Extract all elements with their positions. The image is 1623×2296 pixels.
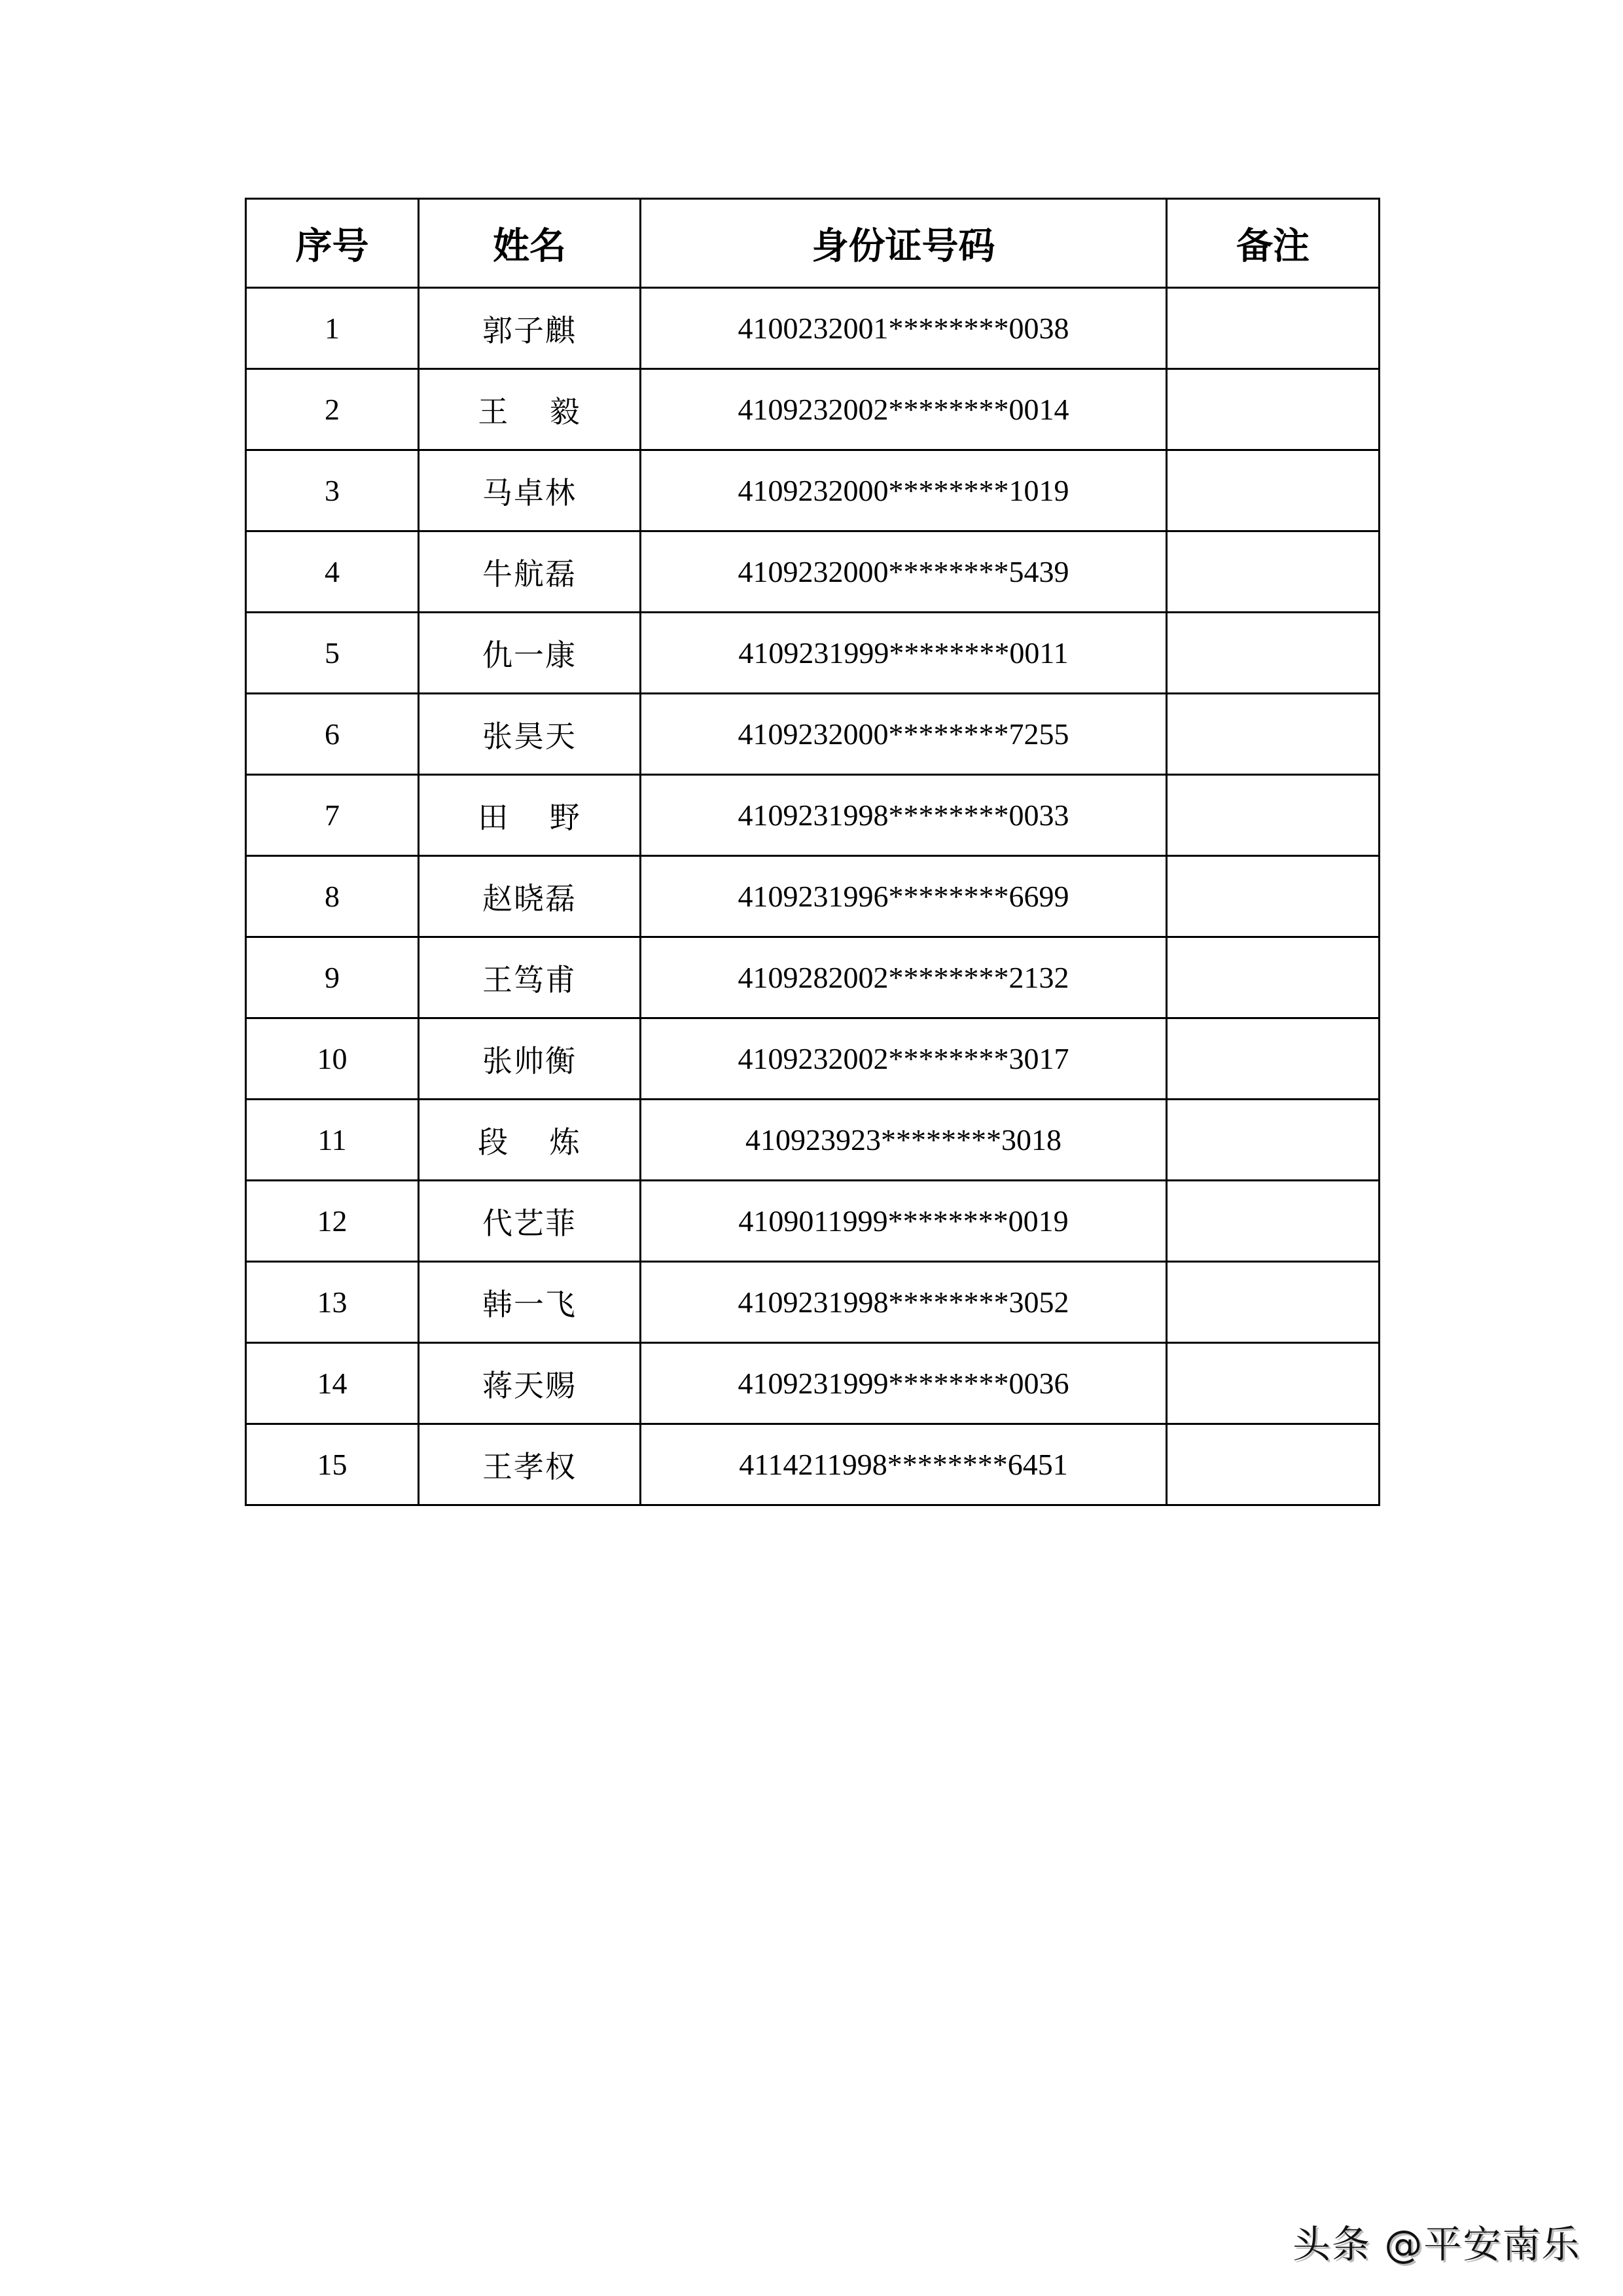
cell-remarks <box>1167 531 1380 613</box>
cell-remarks <box>1167 1424 1380 1505</box>
table-row <box>246 450 1380 531</box>
table-header-row <box>246 199 1380 288</box>
cell-serial-number: 11 <box>246 1100 419 1181</box>
cell-name: 仇一康 <box>419 613 641 694</box>
table-row <box>246 694 1380 775</box>
cell-id-number: 4109231996********6699 <box>641 856 1167 937</box>
header-serial-number: 序号 <box>246 199 419 288</box>
table-row <box>246 856 1380 937</box>
cell-serial-number: 5 <box>246 613 419 694</box>
cell-serial-number: 3 <box>246 450 419 531</box>
cell-name: 赵晓磊 <box>419 856 641 937</box>
table-row <box>246 937 1380 1018</box>
table-row <box>246 1424 1380 1505</box>
cell-name: 张昊天 <box>419 694 641 775</box>
cell-name: 蒋天赐 <box>419 1343 641 1424</box>
cell-remarks <box>1167 1343 1380 1424</box>
cell-remarks <box>1167 1262 1380 1343</box>
cell-remarks <box>1167 369 1380 450</box>
cell-serial-number: 12 <box>246 1181 419 1262</box>
cell-remarks <box>1167 288 1380 369</box>
cell-id-number: 4109231998********0033 <box>641 775 1167 856</box>
table-row <box>246 1262 1380 1343</box>
cell-id-number: 4114211998********6451 <box>641 1424 1167 1505</box>
cell-name: 牛航磊 <box>419 531 641 613</box>
cell-serial-number: 14 <box>246 1343 419 1424</box>
cell-id-number: 4109232000********7255 <box>641 694 1167 775</box>
cell-id-number: 4100232001********0038 <box>641 288 1167 369</box>
cell-serial-number: 1 <box>246 288 419 369</box>
cell-name: 张帅衡 <box>419 1018 641 1100</box>
cell-remarks <box>1167 613 1380 694</box>
cell-name: 代艺菲 <box>419 1181 641 1262</box>
cell-serial-number: 10 <box>246 1018 419 1100</box>
header-remarks: 备注 <box>1167 199 1380 288</box>
cell-serial-number: 9 <box>246 937 419 1018</box>
cell-remarks <box>1167 937 1380 1018</box>
watermark: 头条 @平安南乐 <box>1293 2222 1581 2267</box>
cell-id-number: 4109231999********0011 <box>641 613 1167 694</box>
header-id-number: 身份证号码 <box>641 199 1167 288</box>
cell-name: 郭子麒 <box>419 288 641 369</box>
cell-name: 韩一飞 <box>419 1262 641 1343</box>
cell-id-number: 4109231998********3052 <box>641 1262 1167 1343</box>
table-row <box>246 1343 1380 1424</box>
cell-id-number: 4109282002********2132 <box>641 937 1167 1018</box>
cell-remarks <box>1167 856 1380 937</box>
table-row <box>246 613 1380 694</box>
cell-name: 田 野 <box>419 775 641 856</box>
table-row <box>246 1181 1380 1262</box>
table-row <box>246 288 1380 369</box>
cell-id-number: 4109232000********1019 <box>641 450 1167 531</box>
cell-remarks <box>1167 694 1380 775</box>
roster-table <box>245 198 1380 1506</box>
table-row <box>246 1018 1380 1100</box>
header-name: 姓名 <box>419 199 641 288</box>
cell-id-number: 4109232000********5439 <box>641 531 1167 613</box>
cell-serial-number: 13 <box>246 1262 419 1343</box>
table-row <box>246 775 1380 856</box>
cell-id-number: 4109232002********3017 <box>641 1018 1167 1100</box>
cell-remarks <box>1167 450 1380 531</box>
cell-id-number: 4109231999********0036 <box>641 1343 1167 1424</box>
cell-id-number: 4109011999********0019 <box>641 1181 1167 1262</box>
cell-id-number: 410923923********3018 <box>641 1100 1167 1181</box>
cell-remarks <box>1167 775 1380 856</box>
table-row <box>246 369 1380 450</box>
cell-remarks <box>1167 1181 1380 1262</box>
table-row <box>246 1100 1380 1181</box>
cell-name: 段 炼 <box>419 1100 641 1181</box>
cell-name: 马卓林 <box>419 450 641 531</box>
cell-remarks <box>1167 1018 1380 1100</box>
cell-serial-number: 2 <box>246 369 419 450</box>
table-row <box>246 531 1380 613</box>
cell-serial-number: 15 <box>246 1424 419 1505</box>
cell-id-number: 4109232002********0014 <box>641 369 1167 450</box>
cell-serial-number: 8 <box>246 856 419 937</box>
cell-remarks <box>1167 1100 1380 1181</box>
cell-serial-number: 6 <box>246 694 419 775</box>
cell-name: 王 毅 <box>419 369 641 450</box>
cell-name: 王孝权 <box>419 1424 641 1505</box>
cell-serial-number: 7 <box>246 775 419 856</box>
cell-serial-number: 4 <box>246 531 419 613</box>
cell-name: 王笃甫 <box>419 937 641 1018</box>
